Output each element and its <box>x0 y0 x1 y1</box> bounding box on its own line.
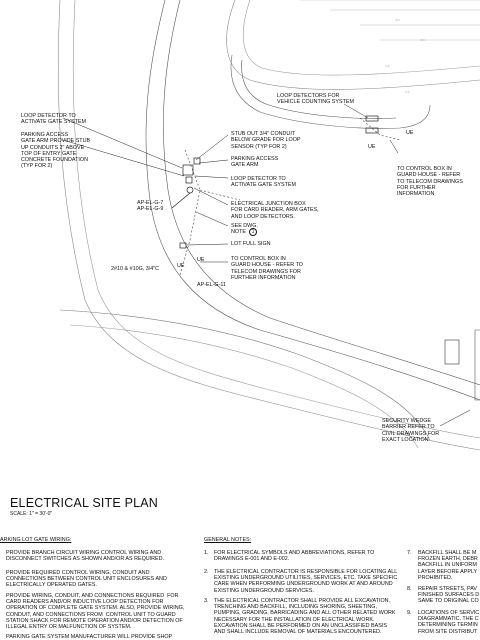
gate-wiring-note: PROVIDE REQUIRED CONTROL WIRING, CONDUIT AND CONNECTIONS BETWEEN CONTROL UNIT ENCLOSURES AND ELECTRICALLY OPERATED GATES. <box>6 570 167 589</box>
svg-text:⇨: ⇨ <box>405 90 411 96</box>
callout-wedge-barrier: SECURITY WEDGE BARRIER REFER TO CIVIL DRAWINGS FOR EXACT LOCATION <box>382 418 440 443</box>
callout-see-dwg: SEE DWG. NOTE <box>231 223 258 236</box>
general-note-number: 2. <box>204 569 209 575</box>
callout-lot-full: LOT FULL SIGN <box>231 241 271 247</box>
callout-gate-arm: PARKING ACCESS GATE ARM <box>231 156 279 169</box>
callout-control-box-lower: TO CONTROL BOX IN GUARD HOUSE - REFER TO TELECOM DRAWINGS FOR FURTHER INFORMATION <box>231 256 303 281</box>
general-note: FOR ELECTRICAL SYMBOLS AND ABBREVIATIONS, REFER TO DRAWINGS E-001 AND E-002. <box>214 550 375 563</box>
tag-ue: UE <box>406 130 414 136</box>
svg-text:⇨: ⇨ <box>385 64 391 70</box>
callout-junction-box: ELECTRICAL JUNCTION BOX FOR CARD READER, ARM GATES, AND LOOP DETECTORS. <box>231 201 319 220</box>
tag-ue: UE <box>368 144 376 150</box>
general-note: THE ELECTRICAL CONTRACTOR SHALL PROVIDE ALL EXCAVATION, TRENCHING AND BACKFILL, INCLUDING SHORING, SHEETING, PUMPING, GRADING, BARRICADING AND ALL OTHER RELATED WORK NECESSARY FOR THE INSTALLATION OF ELECTRICAL WORK. EXCAVATION SHALL BE PERFORMED ON AN UNCLASSIFIED BASIS AND SHALL INCLUDE REMOVAL OF MATERIALS ENCOUNTERED. <box>214 598 396 636</box>
gate-wiring-note: PROVIDE BRANCH CIRCUIT WIRING CONTROL WIRING AND DISCONNECT SWITCHES AS SHOWN AND/OR AS REQUIRED. <box>6 550 165 563</box>
callout-loop-vehicle: LOOP DETECTORS FOR VEHICLE COUNTING SYSTEM <box>277 93 354 106</box>
right-note: REPAIR STREETS, PAV FINISHED SURFACES D SAME TO ORIGINAL CO <box>418 586 480 605</box>
gate-wiring-note: PARKING GATE SYSTEM MANUFACTURER WILL PROVIDE SHOP <box>6 634 173 640</box>
plan-title: ELECTRICAL SITE PLAN <box>10 496 159 510</box>
svg-text:⇦: ⇦ <box>420 38 426 44</box>
general-notes-header: GENERAL NOTES: <box>204 537 252 543</box>
tag-ue: UE <box>177 263 185 269</box>
plan-scale: SCALE: 1" = 30'-0" <box>10 511 53 517</box>
right-note-number: 8. <box>407 586 412 592</box>
tag-ap-el-g9: AP-EL-G-9 <box>137 206 164 212</box>
general-note-number: 3. <box>204 598 209 604</box>
gate-wiring-header: ARKING LOT GATE WIRING: <box>0 537 72 543</box>
general-note-number: 1. <box>204 550 209 556</box>
tag-ap-el-g11: AP-EL-G-11 <box>197 282 226 288</box>
callout-stub-out: STUB OUT 3/4" CONDUIT BELOW GRADE FOR LOOP SENSOR (TYP FOR 2) <box>231 131 301 150</box>
tag-ap-el-g7: AP-EL-G-7 <box>137 200 164 206</box>
svg-text:⇦: ⇦ <box>395 18 401 24</box>
callout-wire-spec: 2#10 & #10G, 3/4"C <box>111 266 160 272</box>
right-note-number: 9. <box>407 610 412 616</box>
callout-loop-gate-2: LOOP DETECTOR TO ACTIVATE GATE SYSTEM <box>231 176 296 189</box>
right-note-number: 7. <box>407 550 412 556</box>
callout-loop-gate: LOOP DETECTOR TO ACTIVATE GATE SYSTEM <box>21 113 86 126</box>
right-note: LOCATIONS OF SERVIC DIAGRAMMATIC. THE C DETERMINING TERMIN FROM SITE DISTRIBUT <box>418 610 480 635</box>
callout-parking-access-stub: PARKING ACCESS GATE ARM PROVIDE STUB UP CONDUITS 2" ABOVE TOP OF ENTRY GATE CONCRETE FOUNDATION (TYP FOR 2) <box>21 132 91 170</box>
general-note: THE ELECTRICAL CONTRACTOR IS RESPONSIBLE FOR LOCATING ALL EXISTING UNDERGROUND UTILITIES, SERVICES, ETC. TAKE SPECIFIC CARE WHEN PERFORMING UNDERGROUND WORK AT AND AROUND EXISTING UNDERGROUND SERVICES. <box>214 569 398 594</box>
right-note: BACKFILL SHALL BE M FROZEN EARTH, DEBR BACKFILL IN UNIFORM LAYER BEFORE APPLY PROHIBITED. <box>418 550 478 581</box>
note-number-circle: 1 <box>249 228 257 236</box>
gate-wiring-note: PROVIDE WIRING, CONDUIT, AND CONNECTIONS REQUIRED FOR CARD READERS AND/OR INDUCTIVE LOOP DETECTION FOR OPERATION OF COMPLETE GATE SYSTEM. ALSO, PROVIDE WIRING, CONDUIT, AND CONNECTIONS FROM CONTROL UNIT TO GUARD STATION SHACK FOR REMOTE OPERATION AND/OR DETECTION OF ILLEGAL ENTRY OR MALFUNCTION OF SYSTEM. <box>6 593 185 631</box>
tag-ue: UE <box>197 257 205 263</box>
callout-control-box-upper: TO CONTROL BOX IN GUARD HOUSE - REFER TO TELECOM DRAWINGS FOR FURTHER INFORMATION <box>397 166 463 198</box>
